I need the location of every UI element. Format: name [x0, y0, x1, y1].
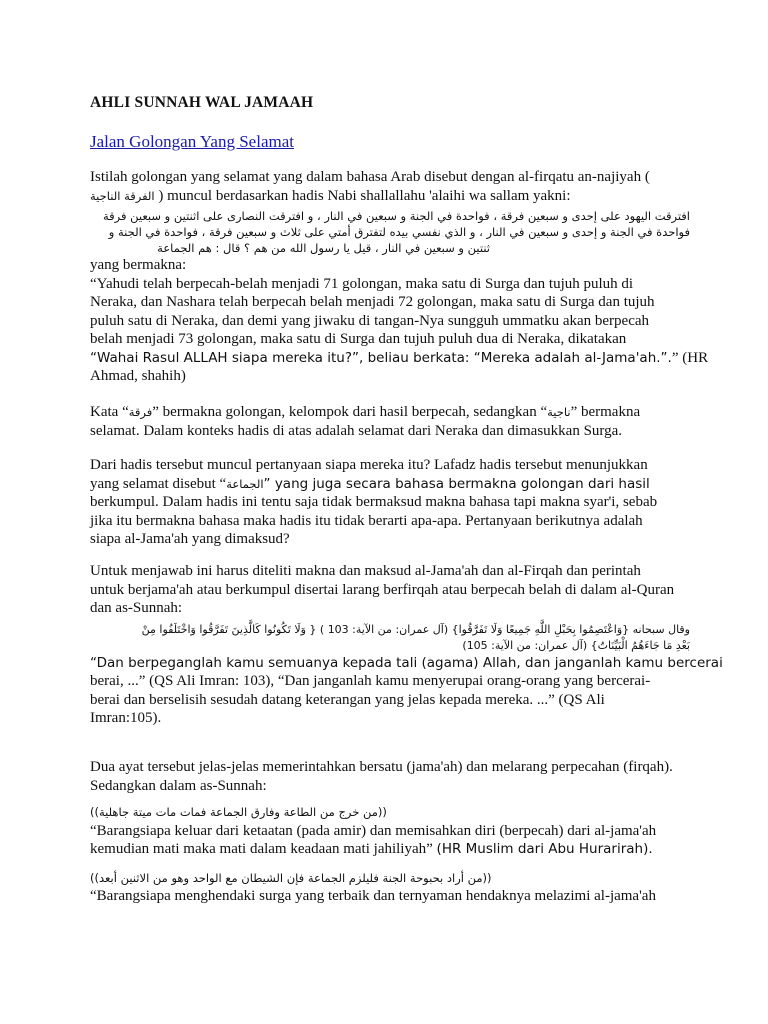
- quote-line: Imran:105).: [90, 710, 162, 726]
- arabic-term: ناجية: [547, 405, 571, 419]
- quote-line: “Barangsiapa keluar dari ketaatan (pada amir) dan memisahkan diri (berpecah) dari al-jama'ah: [90, 822, 657, 839]
- arabic-hadith-line: [90, 803, 690, 822]
- text-line: jika itu bermakna bahasa maka hadis itu tidak berarti apa-apa. Pertanyaan berikutnya adalah: [90, 512, 643, 529]
- text-fragment: ” (HR: [671, 349, 709, 366]
- paragraph-intro: [90, 168, 709, 386]
- paragraph-sunnah: [90, 758, 690, 906]
- text-line: Istilah golongan yang selamat yang dalam bahasa Arab disebut dengan al-firqatu an-najiyah (: [90, 169, 650, 185]
- quote-line: “Yahudi telah berpecah-belah menjadi 71 golongan, maka satu di Surga dan tujuh puluh di: [90, 275, 634, 292]
- text-line: [90, 475, 690, 494]
- text-line: untuk berjama'ah atau berkumpul disertai larang berfirqah atau berpecah belah di dalam al-Quran: [90, 581, 675, 598]
- text-line: [90, 403, 690, 422]
- text-fragment: ” bermakna golongan, kelompok dari hasil berpecah, sedangkan “: [152, 404, 548, 420]
- text-line: yang bermakna:: [90, 257, 187, 273]
- text-fragment: kemudian mati maka mati dalam keadaan mati jahiliyah”: [90, 841, 433, 857]
- text-fragment: yang selamat disebut “: [90, 475, 227, 492]
- arabic-term: فرقة: [128, 405, 153, 419]
- quote-line: puluh satu di Neraka, dan demi yang jiwaku di tangan-Nya sungguh ummatku akan berpecah: [90, 312, 650, 329]
- arabic-verse-line: بَعْدِ مَا جَاءَهُمُ الْبَيِّنَاتُ} (آل عمران: من الآية: 105): [462, 638, 690, 652]
- quote-line: “Dan berpeganglah kamu semuanya kepada tali (agama) Allah, dan janganlah kamu bercerai: [90, 654, 723, 671]
- text-fragment: Kata “: [90, 404, 129, 420]
- text-fragment: (HR Muslim dari Abu Hurarirah).: [436, 841, 653, 857]
- paragraph-answer: [90, 562, 723, 728]
- arabic-hadith-line: ثنتين و سبعين في النار ، قيل يا رسول الله من هم ؟ قال : هم الجماعة: [157, 241, 490, 255]
- text-line: Dua ayat tersebut jelas-jelas memerintahkan bersatu (jama'ah) dan melarang perpecahan (firqah).: [90, 759, 673, 775]
- page-title: AHLI SUNNAH WAL JAMAAH: [90, 94, 314, 111]
- text-line: Sedangkan dalam as-Sunnah:: [90, 777, 267, 794]
- quote-line: [90, 840, 690, 859]
- quote-line: berai dan berselisih sesudah datang keterangan yang jelas kepada mereka. ...” (QS Ali: [90, 691, 605, 708]
- arabic-hadith-line: [90, 869, 690, 888]
- arabic-verse-line: وقال سبحانه {وَاعْتَصِمُوا بِحَبْلِ اللَّهِ جَمِيعًا وَلَا تَفَرَّقُوا} (آل عمران: من الآية: 103 ) { وَلَا تَكُونُوا كَالَّذِينَ تَفَرَّقُوا وَاخْتَلَفُوا مِنْ: [141, 622, 690, 636]
- arabic-hadith-line: افترقت اليهود على إحدى و سبعين فرقة ، فواحدة في الجنة و سبعين في النار ، و افترقت النصارى على اثنتين و سبعين فرقة: [102, 209, 690, 223]
- paragraph-kata: [90, 403, 690, 440]
- paragraph-question: [90, 456, 690, 549]
- quote-line: belah menjadi 73 golongan, maka satu di Surga dan tujuh puluh dua di Neraka, dikatakan: [90, 331, 627, 347]
- arabic-hadith: ((من أراد بحبوحة الجنة فليلزم الجماعة فإن الشيطان مع الواحد وهو من الاثنين أبعد)): [90, 870, 492, 885]
- quote-line: berai, ...” (QS Ali Imran: 103), “Dan janganlah kamu menyerupai orang-orang yang bercerai-: [90, 673, 651, 689]
- text-fragment: ” bermakna: [570, 404, 641, 420]
- text-line: Untuk menjawab ini harus diteliti makna dan maksud al-Jama'ah dan al-Firqah dan perintah: [90, 563, 641, 579]
- text-line: siapa al-Jama'ah yang dimaksud?: [90, 531, 290, 547]
- text-fragment: “Wahai Rasul ALLAH siapa mereka itu?”, beliau berkata: “Mereka adalah al-Jama'ah.”.: [90, 349, 672, 366]
- quote-line: [90, 349, 709, 368]
- text-line: berkumpul. Dalam hadis ini tentu saja tidak bermaksud makna bahasa tapi makna syar'i, sebab: [90, 494, 658, 510]
- text-line: dan as-Sunnah:: [90, 600, 183, 616]
- text-line: [90, 187, 690, 206]
- arabic-term: الفرقة الناجية: [90, 188, 155, 203]
- section-heading-link[interactable]: Jalan Golongan Yang Selamat: [90, 132, 294, 151]
- arabic-term: الجماعة: [226, 476, 264, 491]
- text-line: Dari hadis tersebut muncul pertanyaan siapa mereka itu? Lafadz hadis tersebut menunjukkan: [90, 457, 648, 473]
- quote-line: Neraka, dan Nashara telah berpecah belah menjadi 72 golongan, maka satu di Surga dan tujuh: [90, 294, 655, 310]
- quote-line: “Barangsiapa menghendaki surga yang terbaik dan ternyaman hendaknya melazimi al-jama'ah: [90, 888, 656, 904]
- text-fragment: ” yang juga secara bahasa bermakna golongan dari hasil: [263, 475, 650, 492]
- arabic-hadith-line: فواحدة في الجنة و إحدى و سبعين في النار ، و الذي نفسي بيده لتفترق أمتي على ثلاث و سبعين فرقة ، فواحدة في الجنة و: [108, 225, 690, 239]
- text-fragment: ) muncul berdasarkan hadis Nabi shallallahu 'alaihi wa sallam yakni:: [158, 187, 571, 204]
- arabic-hadith: ((من خرج من الطاعة وفارق الجماعة فمات مات ميتة جاهلية)): [90, 805, 387, 819]
- quote-line: Ahmad, shahih): [90, 368, 186, 384]
- text-line: selamat. Dalam konteks hadis di atas adalah selamat dari Neraka dan dimasukkan Surga.: [90, 422, 623, 439]
